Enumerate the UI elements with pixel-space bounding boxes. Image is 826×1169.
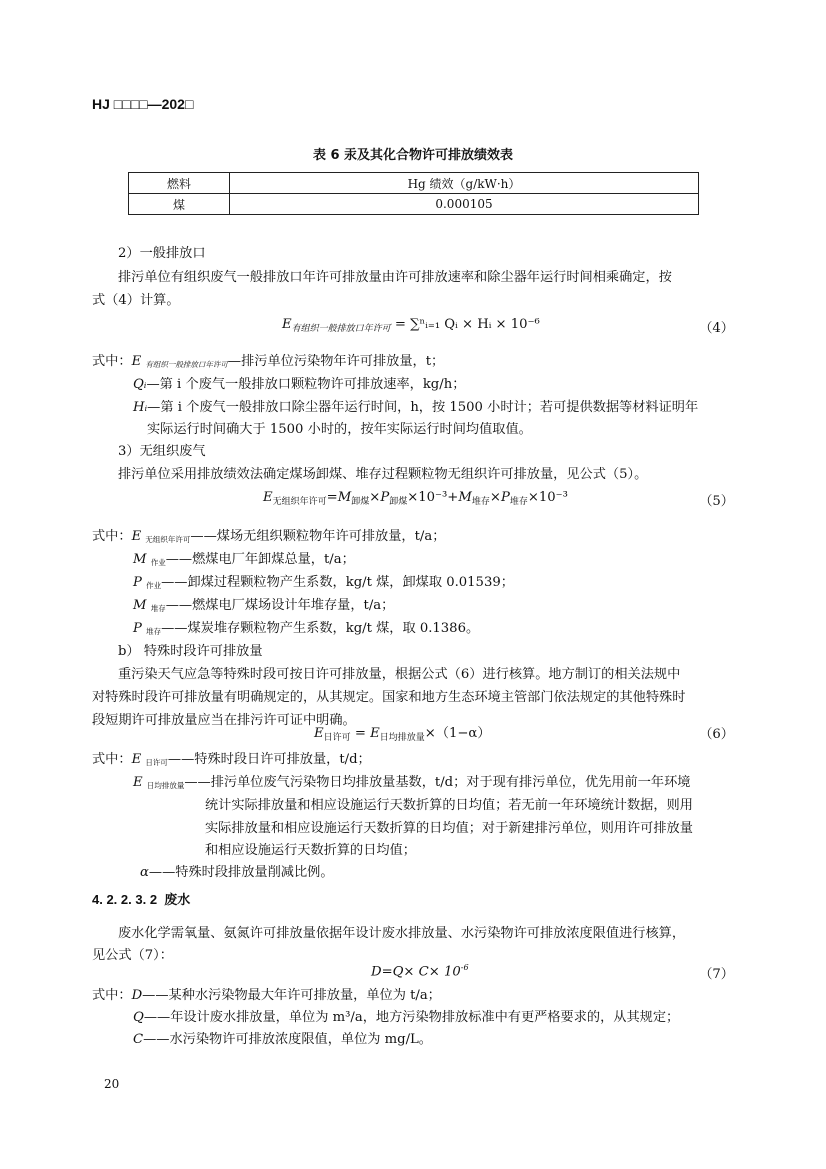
formula-rhs: = ∑ⁿᵢ₌₁ Qᵢ × Hᵢ × 10⁻⁶ xyxy=(390,317,540,332)
where-line xyxy=(92,984,441,1003)
where-text: ——某种水污染物最大年许可排放量，单位为 t/a； xyxy=(142,988,441,1003)
where-symbol: Qᵢ xyxy=(133,377,147,392)
formula-symbol: E xyxy=(282,317,292,332)
where-line xyxy=(133,571,514,591)
formula-symbol: E xyxy=(263,490,273,505)
formula-body: D=Q× C× 10 xyxy=(371,964,461,980)
section-number: 4. 2. 2. 3. 2 xyxy=(92,892,158,907)
formula-symbol: P xyxy=(500,490,510,505)
where-text: ——卸煤过程颗粒物产生系数，kg/t 煤，卸煤取 0.01539； xyxy=(161,575,514,590)
where-subscript: 日许可 xyxy=(145,758,168,767)
where-continuation: 和相应设施运行天数折算的日均值； xyxy=(205,843,416,858)
formula-subscript: 卸煤 xyxy=(389,497,408,507)
formula-op: × xyxy=(489,490,501,505)
where-prefix: 式中： xyxy=(92,752,132,767)
where-subscript: 日均排放量 xyxy=(146,781,185,790)
formula-7 xyxy=(371,963,469,979)
formula-subscript: 卸煤 xyxy=(351,497,370,507)
where-prefix: 式中： xyxy=(92,988,132,1003)
where-symbol: D xyxy=(131,988,143,1003)
paragraph: 段短期许可排放量应当在排污许可证中明确。 xyxy=(92,713,356,728)
where-continuation: 实际排放量和相应设施运行天数折算的日均值；对于新建排污单位，则用许可排放量 xyxy=(205,821,693,836)
where-text: —第 i 个废气一般排放口除尘器年运行时间，h，按 1500 小时计；若可提供数据等材料证明年 xyxy=(147,400,699,415)
where-symbol: Hᵢ xyxy=(133,400,148,415)
formula-exponent: -6 xyxy=(460,963,469,972)
mercury-table xyxy=(128,172,699,215)
subheading-fugitive: 3）无组织废气 xyxy=(118,444,206,459)
where-text: ——水污染物许可排放浓度限值，单位为 mg/L。 xyxy=(143,1032,432,1047)
formula-op: = xyxy=(350,726,371,741)
paragraph: 重污染天气应急等特殊时段可按日许可排放量，根据公式（6）进行核算。地方制订的相关法规中 xyxy=(118,667,681,682)
section-heading xyxy=(92,889,190,908)
where-text: ——煤场无组织颗粒物年许可排放量，t/a； xyxy=(190,529,446,544)
formula-subscript: 无组织年许可 xyxy=(272,497,327,507)
table-title: 表 6 汞及其化合物许可排放绩效表 xyxy=(312,148,514,163)
table-cell-value: 0.000105 xyxy=(230,194,699,215)
table-row xyxy=(129,194,699,215)
formula-symbol: E xyxy=(370,726,380,741)
formula-symbol: P xyxy=(380,490,390,505)
formula-op: ×（1−α） xyxy=(424,726,491,741)
where-symbol: M xyxy=(133,552,147,567)
page-header: HJ □□□□—202□ xyxy=(92,96,194,112)
formula-op: ×10⁻³ xyxy=(527,490,568,505)
formula-symbol: M xyxy=(458,490,472,505)
paragraph: 排污单位有组织废气一般排放口年许可排放量由许可排放速率和除尘器年运行时间相乘确定，按 xyxy=(118,270,672,285)
where-symbol: M xyxy=(133,598,147,613)
where-text: —排污单位污染物年许可排放量，t； xyxy=(227,354,445,369)
formula-op: = xyxy=(326,490,338,505)
paragraph: 废水化学需氧量、氨氮许可排放量依据年设计废水排放量、水污染物许可排放浓度限值进行核算， xyxy=(118,926,686,941)
table-header-hg: Hg 绩效（g/kW·h） xyxy=(230,173,699,194)
formula-6 xyxy=(314,722,491,743)
where-line xyxy=(133,373,465,392)
where-subscript: 作业 xyxy=(150,558,166,567)
section-title: 废水 xyxy=(164,892,191,907)
where-symbol: E xyxy=(131,354,142,369)
where-subscript: 有组织一般排放口年许可 xyxy=(145,360,228,369)
formula-subscript: 日许可 xyxy=(323,733,351,743)
where-text: ——特殊时段排放量削减比例。 xyxy=(148,865,334,880)
where-symbol: E xyxy=(131,529,142,544)
formula-symbol: M xyxy=(337,490,352,505)
where-subscript: 作业 xyxy=(146,581,162,590)
formula-subscript: 日均排放量 xyxy=(379,733,425,743)
where-text: ——煤炭堆存颗粒物产生系数，kg/t 煤，取 0.1386。 xyxy=(161,621,480,636)
where-text: ——特殊时段日许可排放量，t/d； xyxy=(167,752,371,767)
where-subscript: 无组织年许可 xyxy=(145,535,191,544)
table-header-fuel: 燃料 xyxy=(129,173,230,194)
where-symbol: P xyxy=(133,621,142,636)
paragraph: 式（4）计算。 xyxy=(92,293,180,308)
where-subscript: 堆存 xyxy=(146,627,162,636)
subheading-general-outlet: 2）一般排放口 xyxy=(118,246,206,261)
formula-number: （6） xyxy=(699,727,734,742)
where-text: ——燃煤电厂年卸煤总量，t/a； xyxy=(165,552,355,567)
where-line xyxy=(92,748,371,768)
paragraph: 见公式（7）： xyxy=(92,948,173,963)
where-line xyxy=(133,617,479,637)
formula-4 xyxy=(282,317,540,334)
where-symbol: Q xyxy=(133,1010,144,1025)
formula-symbol: E xyxy=(314,726,324,741)
formula-op: × xyxy=(369,490,381,505)
where-line xyxy=(133,396,698,415)
where-line xyxy=(92,525,445,545)
paragraph: 对特殊时段许可排放量有明确规定的，从其规定。国家和地方生态环境主管部门依法规定的其他特殊时 xyxy=(92,690,686,705)
where-text: ——年设计废水排放量，单位为 m³/a，地方污染物排放标准中有更严格要求的，从其规定； xyxy=(143,1010,680,1025)
where-continuation: 实际运行时间确大于 1500 小时的，按年实际运行时间均值取值。 xyxy=(147,422,532,437)
where-symbol: α xyxy=(140,865,149,880)
where-symbol: P xyxy=(133,575,142,590)
where-symbol: E xyxy=(131,752,142,767)
where-line xyxy=(92,350,444,370)
where-symbol: E xyxy=(133,775,143,790)
where-text: ——燃煤电厂煤场设计年堆存量，t/a； xyxy=(165,598,395,613)
where-prefix: 式中： xyxy=(92,529,132,544)
formula-number: （5） xyxy=(699,494,734,509)
formula-number: （4） xyxy=(699,321,734,336)
formula-subscript: 堆存 xyxy=(509,497,528,507)
where-line xyxy=(140,861,334,880)
where-prefix: 式中： xyxy=(92,354,132,369)
subheading-special-period: b） 特殊时段许可排放量 xyxy=(118,644,263,659)
where-text: —第 i 个废气一般排放口颗粒物许可排放速率，kg/h； xyxy=(146,377,466,392)
formula-subscript: 堆存 xyxy=(471,497,490,507)
formula-number: （7） xyxy=(699,967,734,982)
paragraph: 排污单位采用排放绩效法确定煤场卸煤、堆存过程颗粒物无组织许可排放量，见公式（5）。 xyxy=(118,467,648,482)
table-header-row xyxy=(129,173,699,194)
table-cell-fuel: 煤 xyxy=(129,194,230,215)
where-continuation: 统计实际排放量和相应设施运行天数折算的日均值；若无前一年环境统计数据，则用 xyxy=(205,798,693,813)
where-line xyxy=(133,1006,679,1025)
where-line xyxy=(133,771,690,791)
where-line xyxy=(133,594,394,614)
formula-subscript: 有组织一般排放口年许可 xyxy=(291,324,391,334)
formula-5 xyxy=(263,490,568,507)
where-line xyxy=(133,1028,432,1047)
where-subscript: 堆存 xyxy=(150,604,166,613)
where-text: ——排污单位废气污染物日均排放量基数，t/d；对于现有排污单位，优先用前一年环境 xyxy=(184,775,691,790)
where-line xyxy=(133,548,355,568)
page-number: 20 xyxy=(104,1077,120,1091)
formula-op: ×10⁻³+ xyxy=(407,490,459,505)
where-symbol: C xyxy=(133,1032,144,1047)
